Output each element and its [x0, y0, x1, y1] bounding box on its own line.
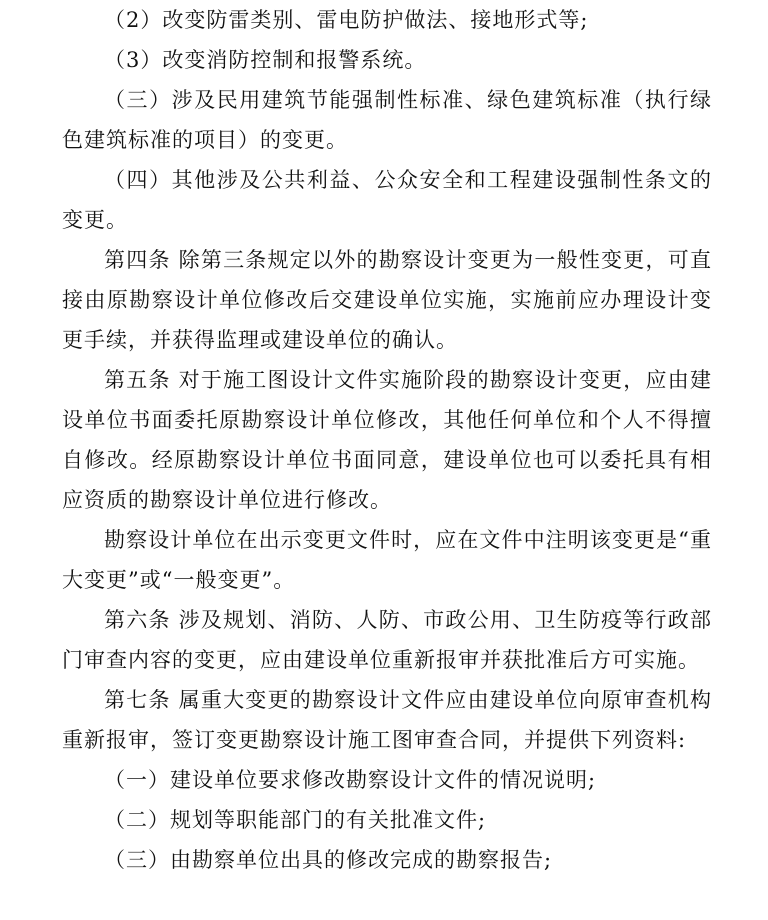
paragraph: （2）改变防雷类别、雷电防护做法、接地形式等;	[104, 8, 589, 32]
paragraph: （三）涉及民用建筑节能强制性标准、绿色建筑标准（执行绿色建筑标准的项目）的变更。	[62, 88, 712, 152]
paragraph: （3）改变消防控制和报警系统。	[104, 48, 427, 72]
paragraph: （三）由勘察单位出具的修改完成的勘察报告;	[104, 848, 553, 872]
paragraph: 第五条 对于施工图设计文件实施阶段的勘察设计变更，应由建设单位书面委托原勘察设计单位修改，其他任何单位和个人不得擅自修改。经原勘察设计单位书面同意，建设单位也可以委托具有相应资质的勘察设计单位进行修改。	[62, 368, 712, 512]
paragraph: （二）规划等职能部门的有关批准文件;	[104, 808, 487, 832]
paragraph: 第六条 涉及规划、消防、人防、市政公用、卫生防疫等行政部门审查内容的变更，应由建设单位重新报审并获批准后方可实施。	[62, 608, 712, 672]
paragraph: 勘察设计单位在出示变更文件时，应在文件中注明该变更是“重大变更”或“一般变更”。	[62, 528, 712, 592]
paragraph: 第四条 除第三条规定以外的勘察设计变更为一般性变更，可直接由原勘察设计单位修改后交建设单位实施，实施前应办理设计变更手续，并获得监理或建设单位的确认。	[62, 248, 712, 352]
paragraph: （四）其他涉及公共利益、公众安全和工程建设强制性条文的变更。	[62, 168, 712, 232]
paragraph: （一）建设单位要求修改勘察设计文件的情况说明;	[104, 768, 597, 792]
paragraph: 第七条 属重大变更的勘察设计文件应由建设单位向原审查机构重新报审，签订变更勘察设计施工图审查合同，并提供下列资料:	[62, 688, 712, 752]
document-body	[62, 0, 712, 880]
